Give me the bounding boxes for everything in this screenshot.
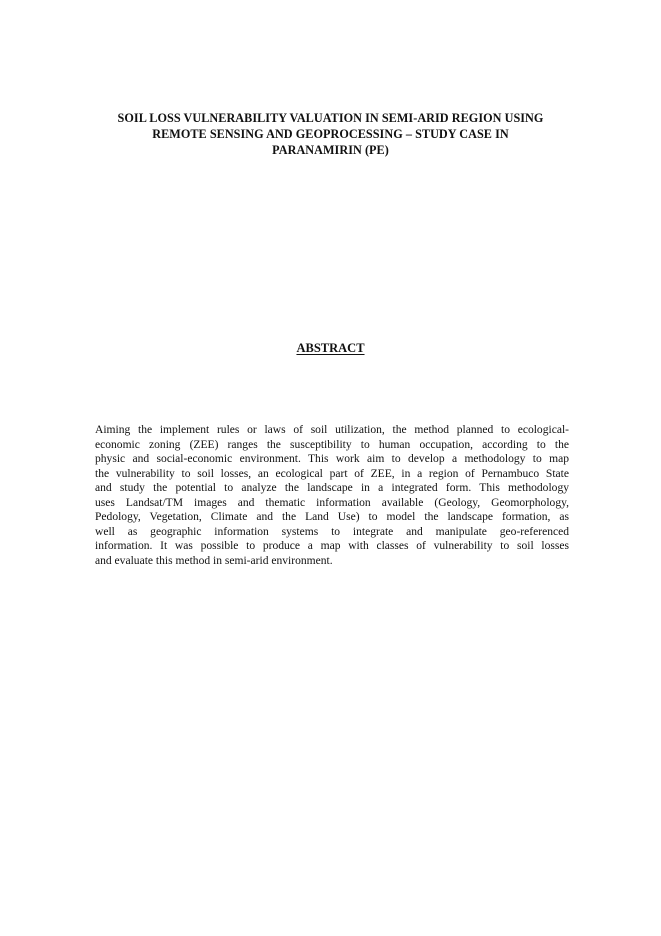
abstract-line: Aiming the implement rules or laws of soil utilization, the method planned to ecological- bbox=[95, 424, 569, 436]
abstract-line: physic and social-economic environment. This work aim to develop a methodology to map bbox=[95, 453, 569, 465]
abstract-line: the vulnerability to soil losses, an ecological part of ZEE, in a region of Pernambuco State bbox=[95, 467, 569, 480]
abstract-line: Pedology, Vegetation, Climate and the Land Use) to model the landscape formation, as bbox=[95, 511, 569, 523]
abstract-body bbox=[95, 423, 569, 568]
paper-title bbox=[90, 110, 571, 158]
abstract-line: and evaluate this method in semi-arid environment. bbox=[95, 554, 333, 567]
title-line-3: PARANAMIRIN (PE) bbox=[272, 143, 389, 157]
abstract-line: well as geographic information systems to integrate and manipulate geo-referenced bbox=[95, 525, 569, 538]
abstract-line: uses Landsat/TM images and thematic information available (Geology, Geomorphology, bbox=[95, 496, 569, 509]
abstract-line: economic zoning (ZEE) ranges the susceptibility to human occupation, according to the bbox=[95, 438, 569, 451]
title-line-1: SOIL LOSS VULNERABILITY VALUATION IN SEMI-ARID REGION USING bbox=[117, 111, 544, 125]
abstract-heading: ABSTRACT bbox=[296, 341, 365, 355]
abstract-line: information. It was possible to produce a map with classes of vulnerability to soil losses bbox=[95, 540, 569, 552]
abstract-line: and study the potential to analyze the landscape in a integrated form. This methodology bbox=[95, 482, 569, 494]
title-line-2: REMOTE SENSING AND GEOPROCESSING – STUDY CASE IN bbox=[152, 127, 509, 141]
